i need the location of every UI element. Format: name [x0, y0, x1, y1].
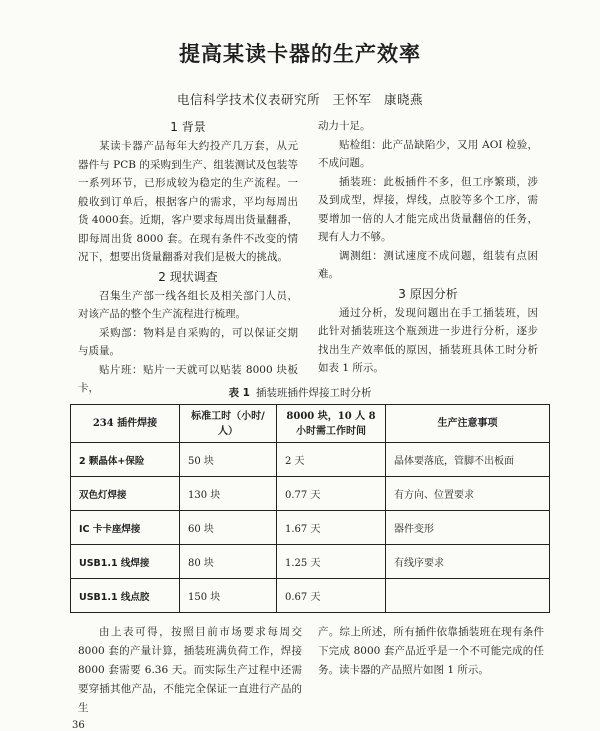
table-cell: 1.25 天: [277, 545, 386, 579]
table-cell: IC 卡卡座焊接: [71, 511, 180, 545]
table-cell: USB1.1 线焊接: [71, 545, 180, 579]
section-heading-causes: 3 原因分析: [398, 286, 458, 301]
table-cell: 80 块: [180, 545, 277, 579]
table-cell: 150 块: [180, 579, 277, 613]
table-cell: 60 块: [180, 511, 277, 545]
table-row: [71, 511, 550, 545]
table-header-row: [71, 405, 550, 443]
paragraph: 动力十足。: [318, 120, 371, 132]
table-cell: 130 块: [180, 477, 277, 511]
table-header-cell: 234 插件焊接: [71, 405, 180, 443]
table-cell: 0.67 天: [277, 579, 386, 613]
table-cell: 2 颗晶体+保险: [71, 443, 180, 477]
paragraph: 通过分析，发现问题出在手工插装班，因此针对插装班这个瓶颈进一步进行分析，逐步找出生产效率低的原因，插装班具体工时分析如表 1 所示。: [318, 306, 538, 374]
table-row: [71, 477, 550, 511]
left-column: [78, 117, 298, 398]
page-number: 36: [72, 720, 85, 731]
paragraph: 采购部：物料是自采购的，可以保证交期与质量。: [78, 326, 298, 357]
bottom-left-column: [78, 623, 302, 718]
paragraph: 某读卡器产品每年大约投产几万套，从元器件与 PCB 的采购到生产、组装测试及包装等一系列环节，已形成较为稳定的生产流程。一般收到订单后，根据客户的需求，平均每周出货 4000套。近期，客户要求每周出货量翻番，即每周出货 8000 套。在现有条件不改变的情况下，想要出货量翻番对我们是极大的挑战。: [78, 140, 298, 263]
table-header-cell: 标准工时（小时/人）: [180, 405, 277, 443]
paragraph: 召集生产部一线各组长及相关部门人员，对该产品的整个生产流程进行梳理。: [78, 289, 298, 320]
institution: 电信科学技术仪表研究所: [176, 92, 320, 107]
paragraph: 插装班：此板插件不多，但工序繁琐，涉及到成型，焊接，焊线，点胶等多个工序，需要增加一倍的人才能完成出货量翻倍的任务，现有人力不够。: [318, 175, 538, 243]
author-name: 康晓燕: [383, 92, 423, 107]
section-heading-survey: 2 现状调查: [158, 269, 218, 284]
table-row: [71, 579, 550, 613]
paragraph: 贴检组：此产品缺陷少，又用 AOI 检验，不成问题。: [318, 138, 538, 169]
paragraph: 产。综上所述，所有插件依靠插装班在现有条件下完成 8000 套产品近乎是一个不可能完成的任务。读卡器的产品照片如图 1 所示。: [318, 626, 544, 676]
table-cell: USB1.1 线点胶: [71, 579, 180, 613]
table-cell: 有方向、位置要求: [386, 477, 550, 511]
table-cell: 0.77 天: [277, 477, 386, 511]
table-cell: 50 块: [180, 443, 277, 477]
author-line: [0, 90, 600, 108]
table-cell: 有线序要求: [386, 545, 550, 579]
bottom-right-column: [318, 623, 544, 680]
author-name: 王怀军: [332, 92, 372, 107]
right-column: [318, 117, 538, 378]
table-cell: 器件变形: [386, 511, 550, 545]
table-header-cell: 8000 块，10 人 8 小时需工作时间: [277, 405, 386, 443]
table-cell: 2 天: [277, 443, 386, 477]
article-title: 提高某读卡器的生产效率: [179, 41, 421, 66]
table-cell: 晶体要落底，管脚不出板面: [386, 443, 550, 477]
work-hour-table: [70, 404, 550, 613]
table-caption-number: 表 1: [228, 387, 250, 399]
table-row: [71, 545, 550, 579]
table-cell: 双色灯焊接: [71, 477, 180, 511]
paragraph: 由上表可得，按照目前市场要求每周交 8000 套的产量计算，插装班满负荷工作，焊接 8000 套需要 6.36 天。而实际生产过程中还需要穿插其他产品，不能完全保证一直进行产品的生: [78, 626, 302, 714]
table-row: [71, 443, 550, 477]
table-header-cell: 生产注意事项: [386, 405, 550, 443]
table-caption-text: 插装班插件焊接工时分析: [255, 387, 372, 399]
table-cell: [386, 579, 550, 613]
table-cell: 1.67 天: [277, 511, 386, 545]
paragraph: 调测组：测试速度不成问题，组装有点困难。: [318, 249, 538, 280]
paragraph: 贴片班：贴片一天就可以贴装 8000 块板卡，: [78, 363, 298, 394]
table-caption: [0, 385, 600, 400]
section-heading-background: 1 背景: [170, 120, 206, 134]
